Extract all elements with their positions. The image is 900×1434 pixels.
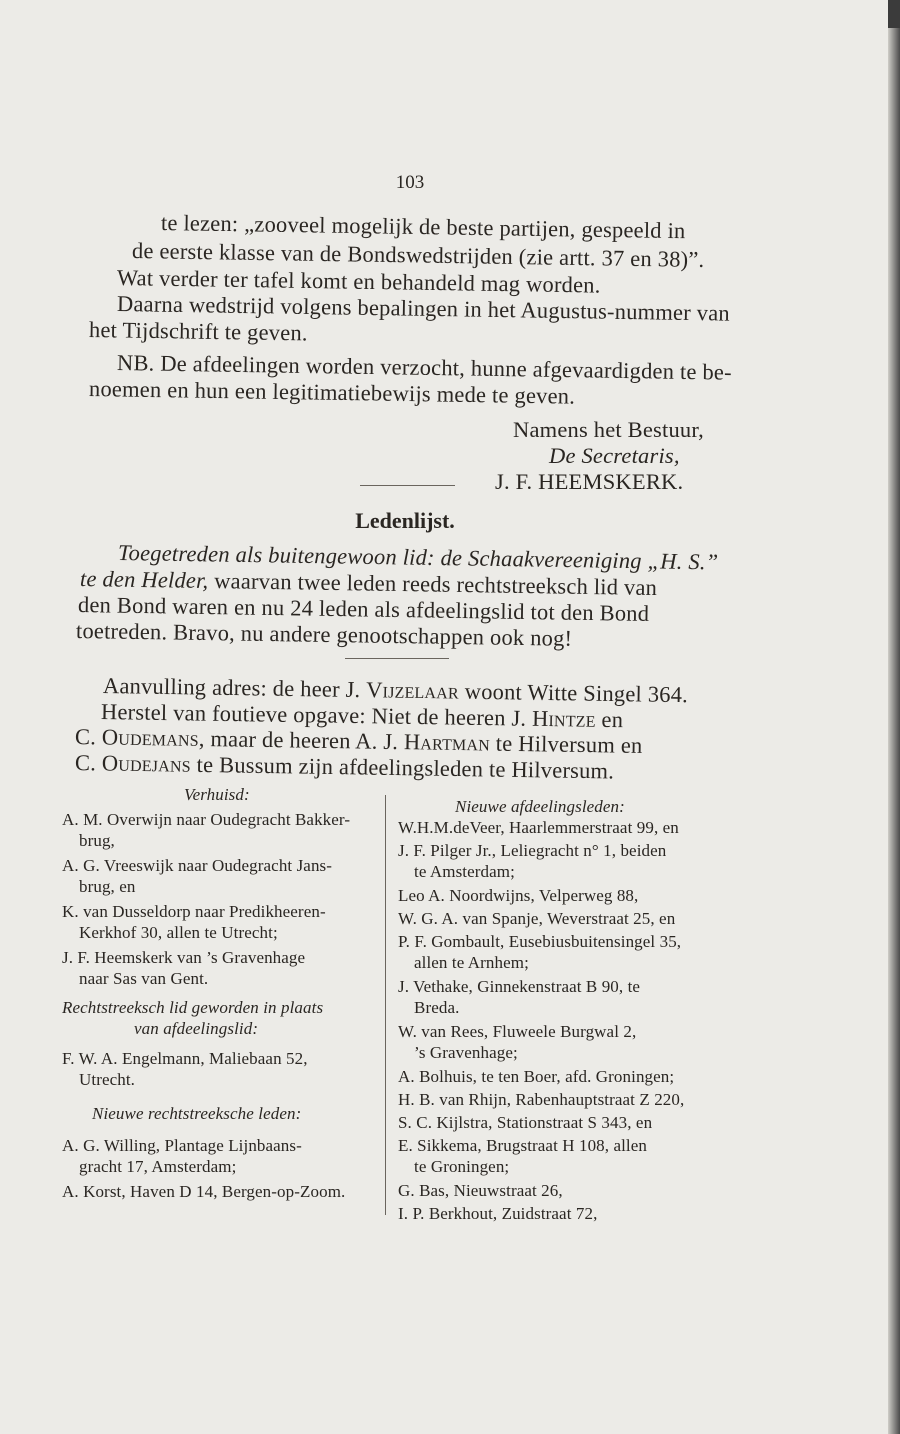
para2-name-oudemans: Oudemans bbox=[101, 724, 200, 751]
member-line-17: G. Bas, Nieuwstraat 26, bbox=[398, 1181, 563, 1200]
member-line-7: allen te Arnhem; bbox=[414, 953, 529, 972]
moved-line-5: K. van Dusseldorp naar Predikheeren- bbox=[62, 902, 326, 921]
column-divider bbox=[385, 795, 386, 1215]
intro-line-2: de eerste klasse van de Bondswedstrijden (zie artt. 37 en 38)”. bbox=[131, 238, 705, 272]
intro-line-5: het Tijdschrift te geven. bbox=[88, 317, 308, 346]
para2-name-vijzelaar: Vijzelaar bbox=[366, 677, 460, 704]
section-divider bbox=[345, 658, 449, 659]
para1-line-2-rest: waarvan twee leden reeds rechtstreeksch lid van bbox=[208, 568, 658, 601]
para2-name-hartman: Hartman bbox=[403, 729, 491, 756]
para1-line-2-italic: te den Helder, bbox=[79, 566, 209, 594]
member-line-10: W. van Rees, Fluweele Burgwal 2, bbox=[398, 1022, 637, 1041]
intro-line-1: te lezen: „zooveel mogelijk de beste partijen, gespeeld in bbox=[160, 210, 686, 244]
moved-line-8: naar Sas van Gent. bbox=[79, 969, 209, 988]
para2-name-hintze: Hintze bbox=[531, 705, 596, 732]
page-edge bbox=[888, 28, 900, 1434]
intro-line-4: Daarna wedstrijd volgens bepalingen in het Augustus-nummer van bbox=[116, 291, 731, 326]
para2-l3b: , maar de heeren A. J. bbox=[198, 725, 405, 755]
member-line-3: te Amsterdam; bbox=[414, 862, 515, 881]
moved-line-7: J. F. Heemskerk van ’s Gravenhage bbox=[62, 948, 306, 967]
member-line-18: I. P. Berkhout, Zuidstraat 72, bbox=[398, 1204, 598, 1223]
signature-board: Namens het Bestuur, bbox=[513, 417, 704, 442]
member-line-6: P. F. Gombault, Eusebiusbuitensingel 35, bbox=[398, 932, 682, 951]
page-number: 103 bbox=[395, 172, 425, 193]
intro-line-6: NB. De afdeelingen worden verzocht, hunne afgevaardigden te be- bbox=[116, 350, 732, 385]
para2-l4a: C. bbox=[74, 750, 103, 776]
heading-direct-2: van afdeelingslid: bbox=[134, 1019, 259, 1038]
moved-line-6: Kerkhof 30, allen te Utrecht; bbox=[79, 923, 278, 942]
para1-line-1: Toegetreden als buitengewoon lid: de Schaakvereeniging „H. S.” bbox=[117, 540, 719, 575]
new-direct-line-1: A. G. Willing, Plantage Lijnbaans- bbox=[62, 1136, 302, 1155]
member-line-4: Leo A. Noordwijns, Velperweg 88, bbox=[398, 886, 639, 905]
intro-line-7: noemen en hun een legitimatiebewijs mede te geven. bbox=[88, 376, 576, 409]
heading-direct-1: Rechtstreeksch lid geworden in plaats bbox=[62, 998, 324, 1017]
member-line-14: S. C. Kijlstra, Stationstraat S 343, en bbox=[398, 1113, 653, 1132]
direct-line-1: F. W. A. Engelmann, Maliebaan 52, bbox=[62, 1049, 308, 1068]
direct-line-2: Utrecht. bbox=[79, 1070, 136, 1089]
moved-line-4: brug, en bbox=[79, 877, 136, 896]
para1-line-4: toetreden. Bravo, nu andere genootschappen ook nog! bbox=[75, 618, 573, 651]
signature-name: J. F. HEEMSKERK. bbox=[495, 469, 684, 494]
member-line-13: H. B. van Rhijn, Rabenhauptstraat Z 220, bbox=[398, 1090, 685, 1109]
new-direct-line-3: A. Korst, Haven D 14, Bergen-op-Zoom. bbox=[62, 1182, 346, 1201]
intro-line-3: Wat verder ter tafel komt en behandeld mag worden. bbox=[116, 265, 601, 298]
section-heading: Ledenlijst. bbox=[355, 508, 455, 533]
para2-l3a: C. bbox=[74, 724, 103, 750]
new-direct-line-2: gracht 17, Amsterdam; bbox=[79, 1157, 237, 1176]
moved-line-3: A. G. Vreeswijk naar Oudegracht Jans- bbox=[62, 856, 333, 875]
member-line-16: te Groningen; bbox=[414, 1157, 510, 1176]
member-line-9: Breda. bbox=[414, 998, 460, 1017]
para2-l2a: Herstel van foutieve opgave: Niet de heeren J. bbox=[100, 699, 533, 731]
member-line-8: J. Vethake, Ginnekenstraat B 90, te bbox=[398, 977, 641, 996]
signature-rule bbox=[360, 485, 455, 486]
para2-l1b: woont Witte Singel 364. bbox=[458, 678, 689, 708]
para2-l1a: Aanvulling adres: de heer J. bbox=[102, 673, 367, 703]
member-line-5: W. G. A. van Spanje, Weverstraat 25, en bbox=[398, 909, 676, 928]
para2-l3c: te Hilversum en bbox=[489, 730, 643, 758]
para2-l4b: te Bussum zijn afdeelingsleden te Hilversum. bbox=[190, 751, 615, 784]
heading-moved: Verhuisd: bbox=[184, 785, 250, 804]
heading-new-direct: Nieuwe rechtstreeksche leden: bbox=[92, 1104, 302, 1123]
para2-l2b: en bbox=[595, 706, 624, 733]
para2-name-oudejans: Oudejans bbox=[101, 750, 192, 777]
member-line-15: E. Sikkema, Brugstraat H 108, allen bbox=[398, 1136, 648, 1155]
member-line-2: J. F. Pilger Jr., Leliegracht n° 1, beiden bbox=[398, 841, 667, 860]
signature-role: De Secretaris, bbox=[549, 443, 680, 468]
member-line-11: ’s Gravenhage; bbox=[414, 1043, 518, 1062]
para1-line-3: den Bond waren en nu 24 leden als afdeelingslid tot den Bond bbox=[77, 592, 650, 626]
member-line-12: A. Bolhuis, te ten Boer, afd. Groningen; bbox=[398, 1067, 675, 1086]
moved-line-1: A. M. Overwijn naar Oudegracht Bakker- bbox=[62, 810, 351, 829]
member-line-1: W.H.M.deVeer, Haarlemmerstraat 99, en bbox=[398, 818, 679, 837]
moved-line-2: brug, bbox=[79, 831, 115, 850]
heading-new-members: Nieuwe afdeelingsleden: bbox=[455, 797, 625, 816]
